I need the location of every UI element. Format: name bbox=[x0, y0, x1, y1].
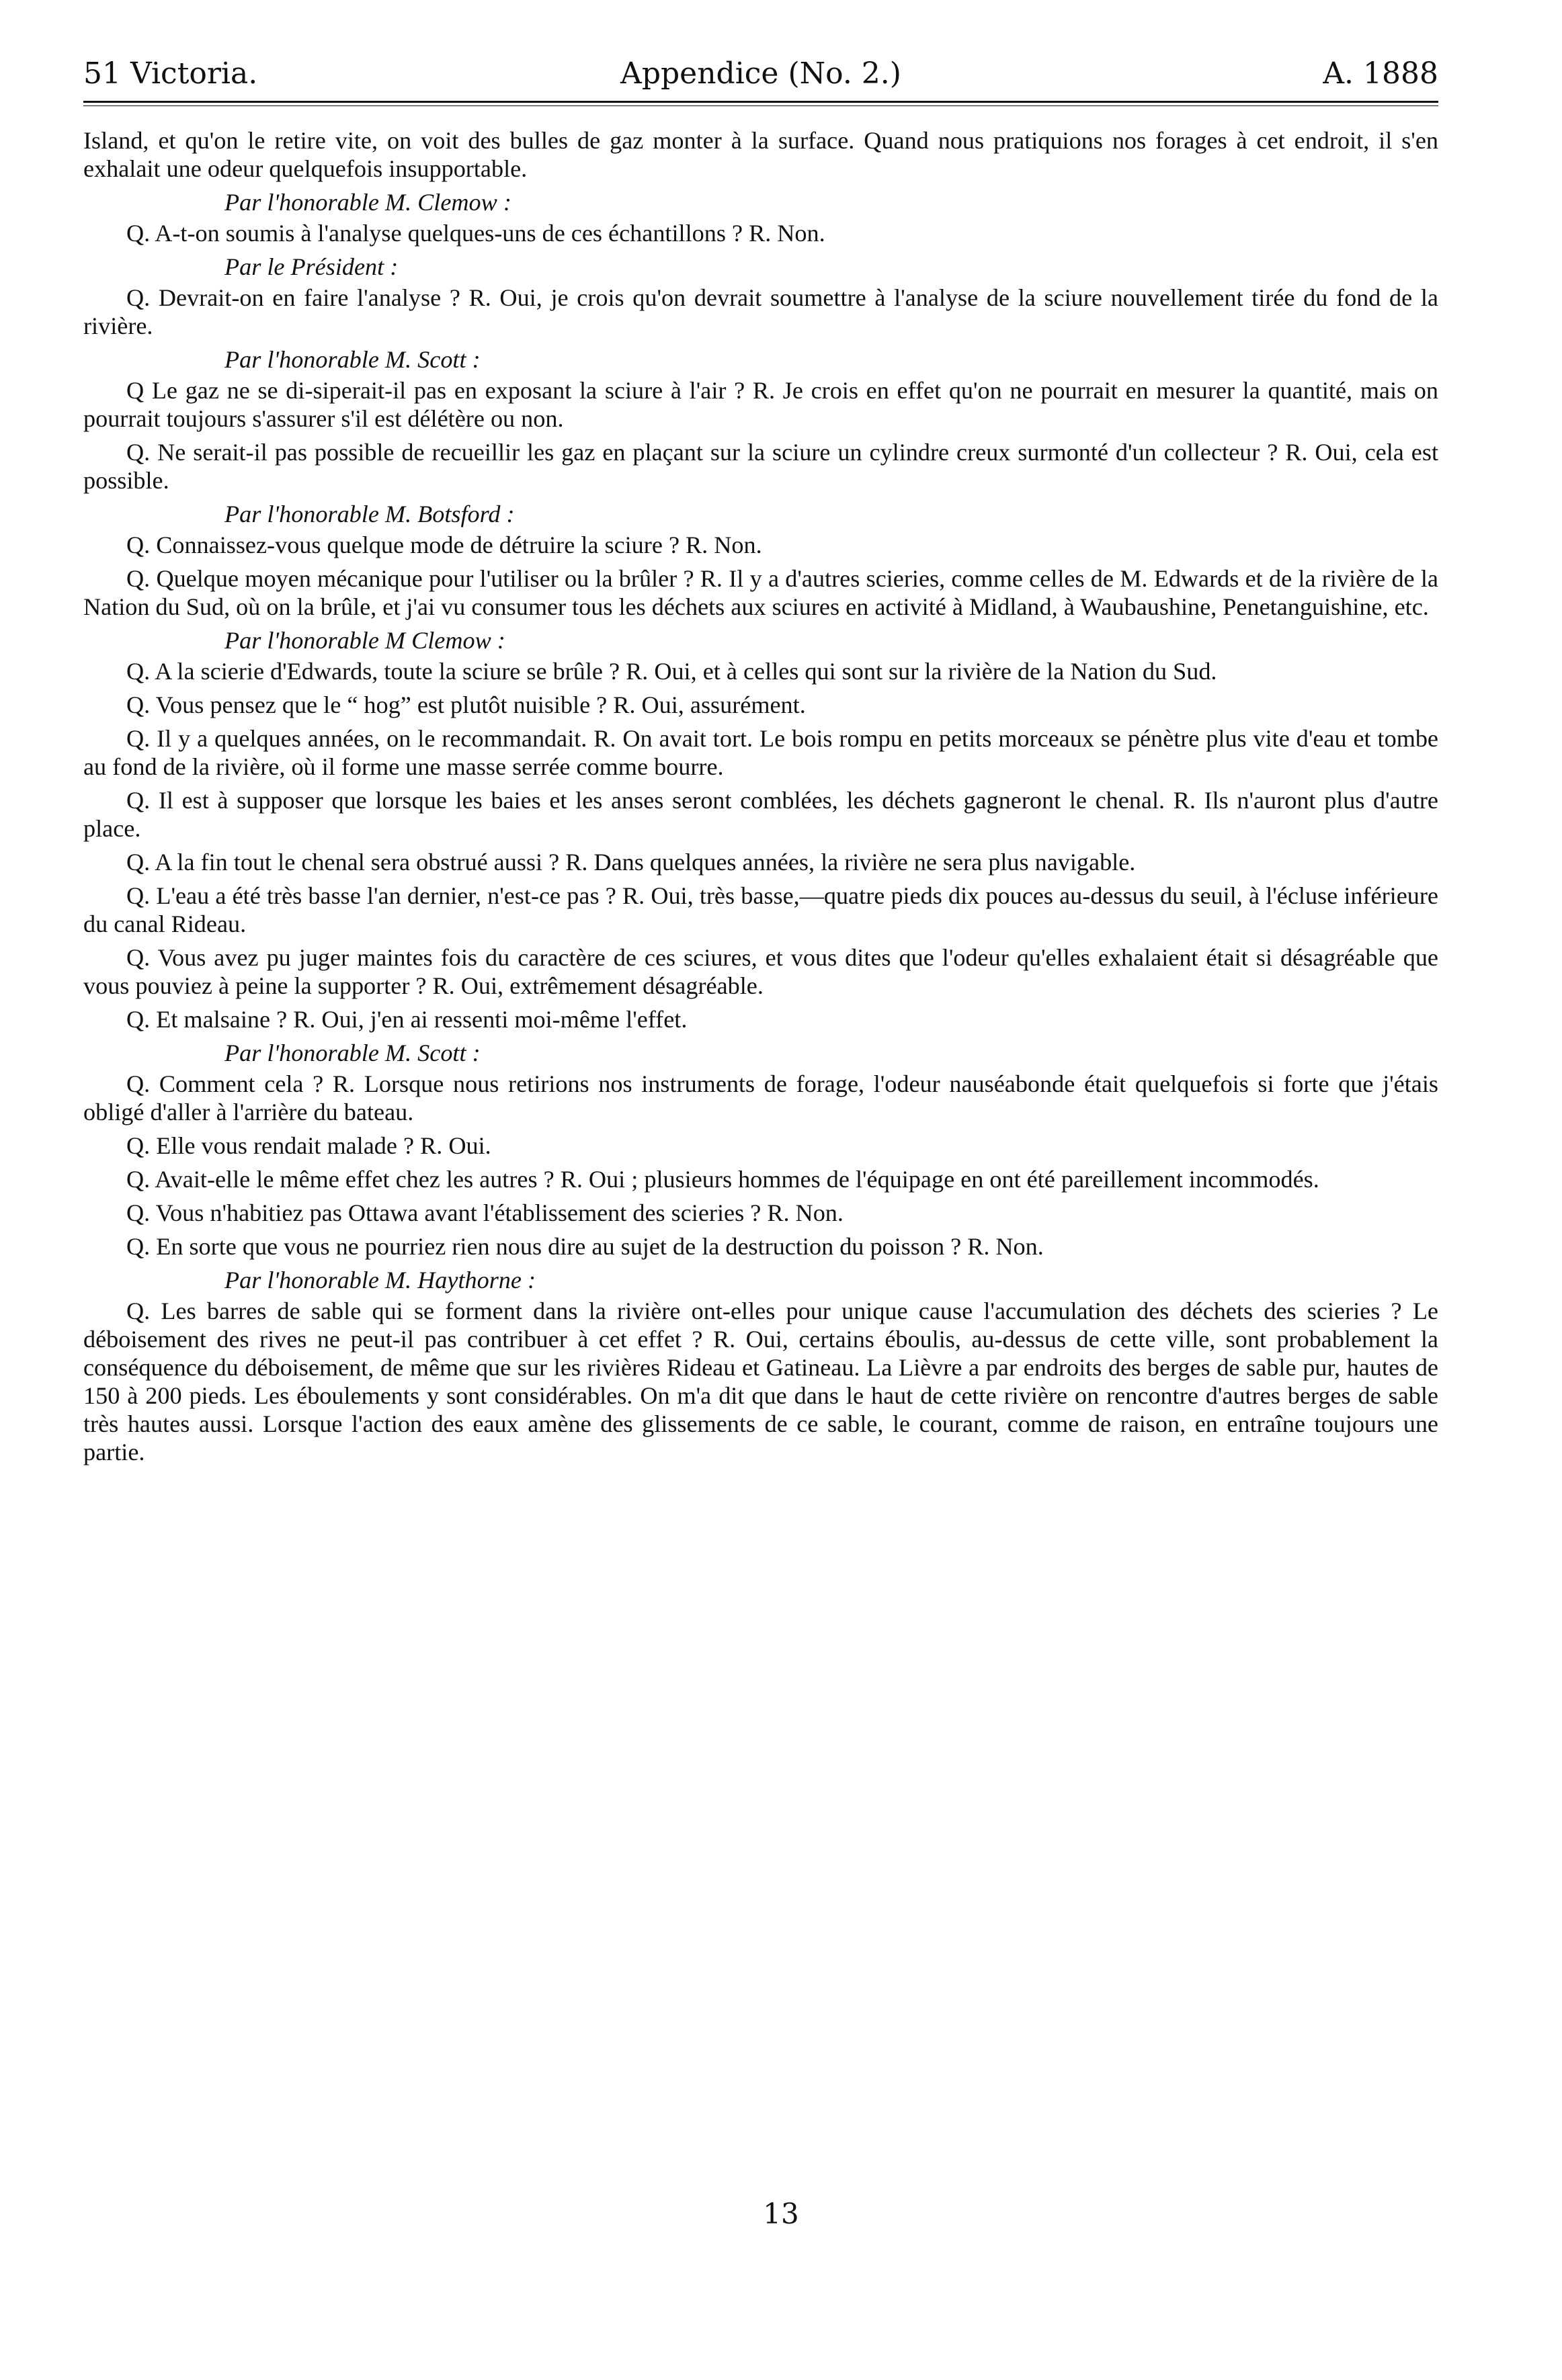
header-year: A. 1888 bbox=[1323, 56, 1438, 91]
testimony-paragraph: Q. A-t-on soumis à l'analyse quelques-uns de ces échantillons ? R. Non. bbox=[126, 220, 825, 247]
testimony-paragraph: Q. Elle vous rendait malade ? R. Oui. bbox=[126, 1132, 491, 1159]
testimony-paragraph: Q. Ne serait-il pas possible de recueillir les gaz en plaçant sur la sciure un cylindre creux surmonté d'un collecteur ? R. Oui, cela est possible. bbox=[83, 439, 1438, 494]
testimony-paragraph: Q. Vous pensez que le “ hog” est plutôt nuisible ? R. Oui, assurément. bbox=[126, 691, 806, 718]
testimony-paragraph: Q. Comment cela ? R. Lorsque nous retirions nos instruments de forage, l'odeur nauséabonde était quelquefois si forte que j'étais obligé d'aller à l'arrière du bateau. bbox=[83, 1070, 1438, 1125]
page-number: 13 bbox=[763, 2197, 799, 2230]
testimony-paragraph: Q. Il est à supposer que lorsque les baies et les anses seront comblées, les déchets gagneront le chenal. R. Ils n'auront plus d'autre place. bbox=[83, 787, 1438, 842]
testimony-paragraph: Q. Quelque moyen mécanique pour l'utiliser ou la brûler ? R. Il y a d'autres scieries, comme celles de M. Edwards et de la rivière de la Nation du Sud, où on la brûle, et j'ai vu consumer tous les déchets aux sciures en activité à Midland, à Waubaushine, Penetanguishine, etc. bbox=[83, 565, 1438, 620]
testimony-paragraph: Q. A la scierie d'Edwards, toute la sciure se brûle ? R. Oui, et à celles qui sont sur la rivière de la Nation du Sud. bbox=[126, 658, 1217, 685]
header-appendix: Appendice (No. 2.) bbox=[620, 56, 901, 91]
testimony-paragraph: Q. En sorte que vous ne pourriez rien nous dire au sujet de la destruction du poisson ? R. Non. bbox=[126, 1233, 1044, 1260]
testimony-paragraph: Q. Avait-elle le même effet chez les autres ? R. Oui ; plusieurs hommes de l'équipage en ont été pareillement incommodés. bbox=[126, 1166, 1319, 1193]
speaker-heading: Par l'honorable M. Scott : bbox=[224, 1039, 481, 1066]
speaker-heading: Par l'honorable M. Haythorne : bbox=[224, 1267, 536, 1293]
testimony-paragraph: Q. Devrait-on en faire l'analyse ? R. Oui, je crois qu'on devrait soumettre à l'analyse de la sciure nouvellement tirée du fond de la rivière. bbox=[83, 284, 1438, 339]
document-body bbox=[83, 126, 1438, 1466]
testimony-paragraph: Q Le gaz ne se di-siperait-il pas en exposant la sciure à l'air ? R. Je crois en effet qu'on ne pourrait en mesurer la quantité, mais on pourrait toujours s'assurer s'il est délétère ou non. bbox=[83, 377, 1438, 432]
testimony-paragraph: Island, et qu'on le retire vite, on voit des bulles de gaz monter à la surface. Quand nous pratiquions nos forages à cet endroit, il s'en exhalait une odeur quelquefois insupportable. bbox=[83, 127, 1438, 182]
testimony-paragraph: Q. Il y a quelques années, on le recommandait. R. On avait tort. Le bois rompu en petits morceaux se pénètre plus vite d'eau et tombe au fond de la rivière, où il forme une masse serrée comme bourre. bbox=[83, 725, 1438, 780]
speaker-heading: Par le Président : bbox=[224, 253, 399, 280]
running-header bbox=[83, 40, 1438, 101]
testimony-paragraph: Q. Connaissez-vous quelque mode de détruire la sciure ? R. Non. bbox=[126, 532, 762, 558]
speaker-heading: Par l'honorable M. Botsford : bbox=[224, 501, 515, 527]
header-session: 51 Victoria. bbox=[83, 56, 258, 91]
document-page bbox=[83, 40, 1438, 1472]
speaker-heading: Par l'honorable M. Clemow : bbox=[224, 189, 511, 216]
testimony-paragraph: Q. Vous avez pu juger maintes fois du caractère de ces sciures, et vous dites que l'odeur qu'elles exhalaient était si désagréable que vous pouviez à peine la supporter ? R. Oui, extrêmement désagréable. bbox=[83, 944, 1438, 999]
testimony-paragraph: Q. A la fin tout le chenal sera obstrué aussi ? R. Dans quelques années, la rivière ne sera plus navigable. bbox=[126, 849, 1136, 876]
speaker-heading: Par l'honorable M. Scott : bbox=[224, 346, 481, 373]
header-rule bbox=[83, 101, 1438, 106]
testimony-paragraph: Q. Vous n'habitiez pas Ottawa avant l'établissement des scieries ? R. Non. bbox=[126, 1199, 844, 1226]
speaker-heading: Par l'honorable M Clemow : bbox=[224, 627, 505, 654]
testimony-paragraph: Q. Et malsaine ? R. Oui, j'en ai ressenti moi-même l'effet. bbox=[126, 1006, 688, 1033]
testimony-paragraph: Q. Les barres de sable qui se forment dans la rivière ont-elles pour unique cause l'accumulation des déchets des scieries ? Le déboisement des rives ne peut-il pas contribuer à cet effet ? R. Oui, certains éboulis, au-dessus de cette ville, sont probablement la conséquence du déboisement, de même que sur les rivières Rideau et Gatineau. La Lièvre a par endroits des berges de sable pur, hautes de 150 à 200 pieds. Les éboulements y sont considérables. On m'a dit que dans le haut de cette rivière on rencontre d'autres berges de sable très hautes aussi. Lorsque l'action des eaux amène des glissements de ce sable, le courant, comme de raison, en entraîne toujours une partie. bbox=[83, 1298, 1438, 1465]
testimony-paragraph: Q. L'eau a été très basse l'an dernier, n'est-ce pas ? R. Oui, très basse,—quatre pieds dix pouces au-dessus du seuil, à l'écluse inférieure du canal Rideau. bbox=[83, 882, 1438, 937]
